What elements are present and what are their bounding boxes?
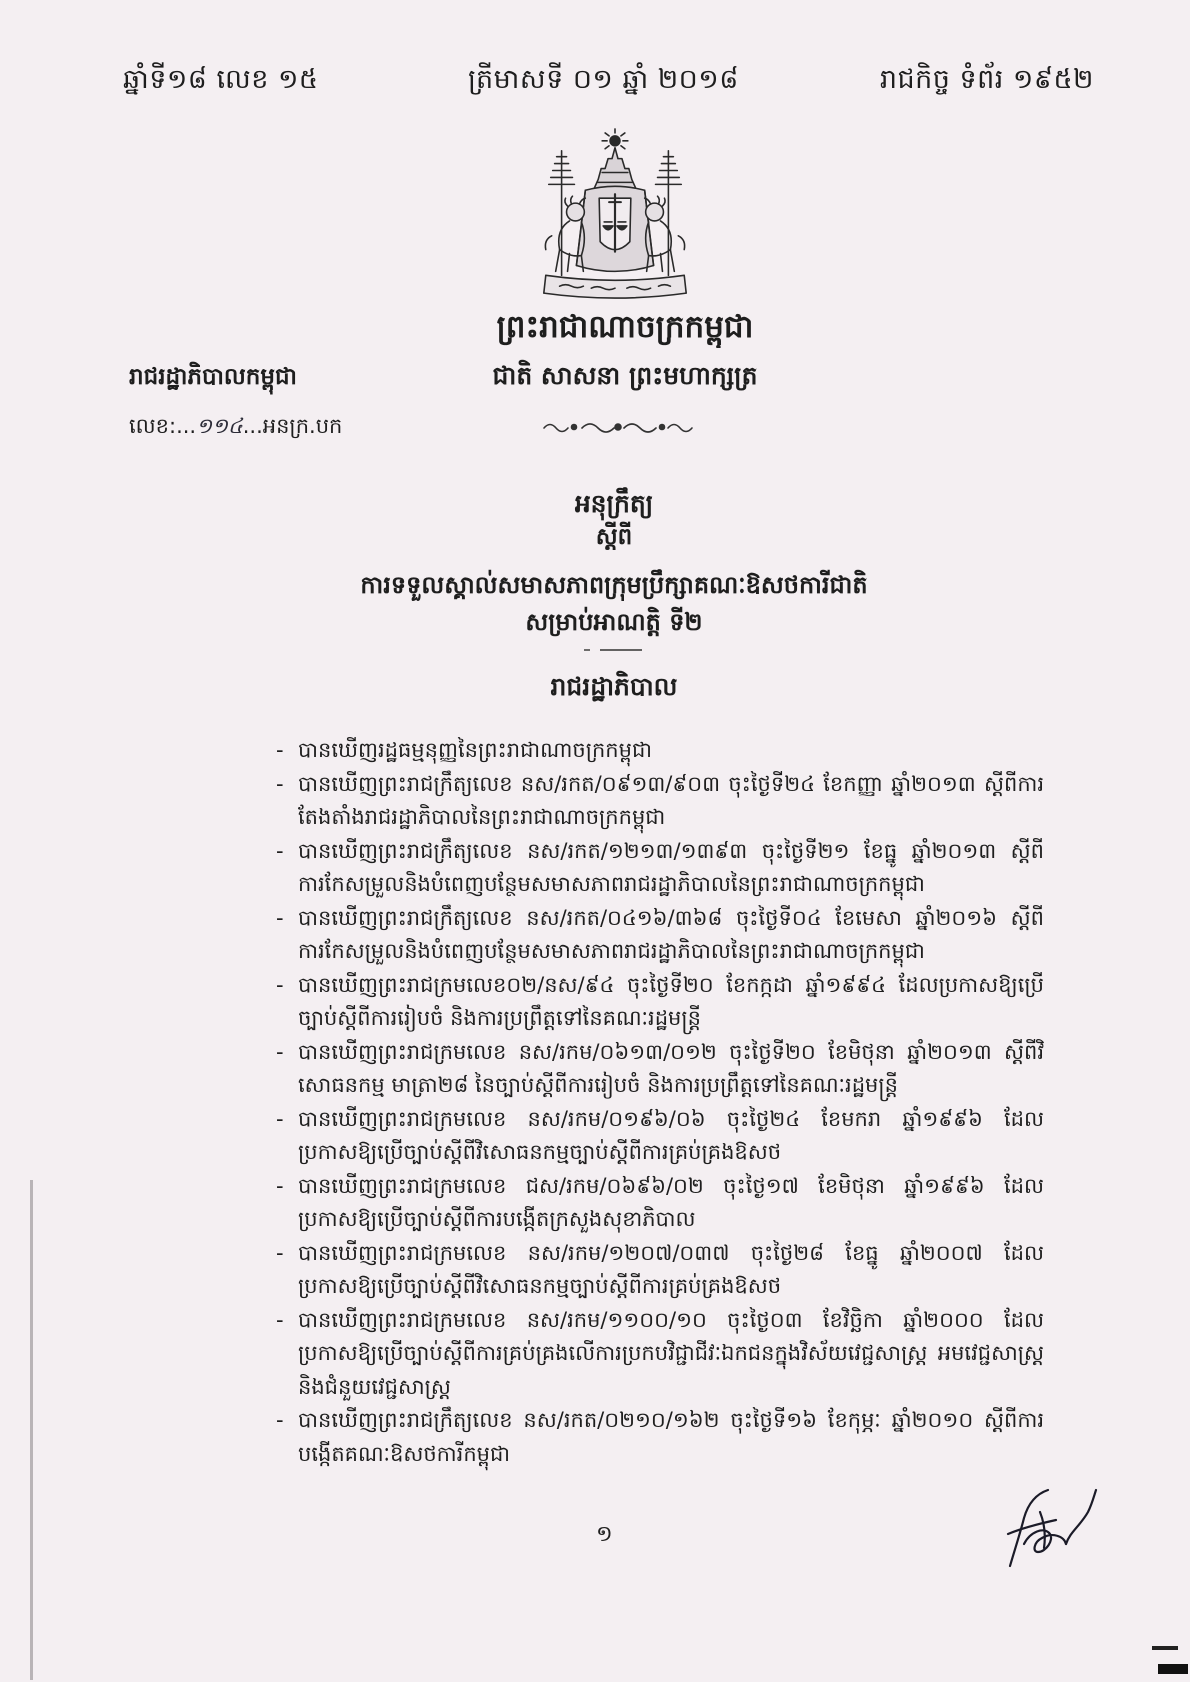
document-type-title: អនុក្រឹត្យ bbox=[574, 489, 654, 518]
handwritten-initial-signature bbox=[1000, 1482, 1100, 1574]
list-item bbox=[276, 1170, 1044, 1237]
list-bullet: - bbox=[276, 1307, 284, 1332]
list-item bbox=[276, 1036, 1044, 1103]
scan-corner-mark bbox=[1152, 1646, 1178, 1650]
gazette-year-issue: ឆ្នាំទី១៨ លេខ ១៥ bbox=[123, 64, 319, 95]
list-item bbox=[276, 1404, 1044, 1471]
sub-decree-reference bbox=[129, 410, 342, 442]
list-item bbox=[276, 1103, 1044, 1170]
scan-left-edge-line bbox=[30, 1180, 33, 1680]
document-term: សម្រាប់អាណត្តិ ទី២ bbox=[525, 608, 703, 636]
document-about-label: ស្ដីពី bbox=[595, 524, 633, 550]
list-bullet: - bbox=[276, 1039, 284, 1064]
ornamental-divider bbox=[540, 418, 696, 436]
list-bullet: - bbox=[276, 905, 284, 930]
list-bullet: - bbox=[276, 1173, 284, 1198]
royal-coat-of-arms-emblem bbox=[526, 126, 704, 306]
page-number: ១ bbox=[596, 1522, 613, 1547]
gazette-quarter: ត្រីមាសទី ០១ ឆ្នាំ ២០១៨ bbox=[468, 64, 739, 95]
consideration-text: បានឃើញរដ្ឋធម្មនុញ្ញនៃព្រះរាជាណាចក្រកម្ពុជា bbox=[298, 738, 652, 762]
national-motto: ជាតិ សាសនា ព្រះមហាក្សត្រ bbox=[492, 361, 758, 390]
title-separator bbox=[582, 646, 646, 654]
list-item bbox=[276, 969, 1044, 1036]
list-item bbox=[276, 1237, 1044, 1304]
considerations-list bbox=[276, 734, 1044, 1506]
kingdom-name: ព្រះរាជាណាចក្រកម្ពុជា bbox=[496, 309, 754, 345]
reference-suffix: ...អនក្រ.បក bbox=[242, 414, 343, 438]
consideration-text: បានឃើញព្រះរាជក្រមលេខ នស/រកម/០១៩៦/០៦ ចុះថ្ងៃ២៤ ខែមករា ឆ្នាំ១៩៩៦ ដែលប្រកាសឱ្យប្រើច្បាប់ស្ដីពីវិសោធនកម្មច្បាប់ស្ដីពីការគ្រប់គ្រងឱសថ bbox=[298, 1106, 1044, 1164]
consideration-text: បានឃើញព្រះរាជក្រមលេខ នស/រកម/០៦១៣/០១២ ចុះថ្ងៃទី២០ ខែមិថុនា ឆ្នាំ២០១៣ ស្ដីពីវិសោធនកម្ម មាត្រា២៨ នៃច្បាប់ស្ដីពីការរៀបចំ និងការប្រព្រឹត្តទៅនៃគណៈរដ្ឋមន្ត្រី bbox=[298, 1039, 1044, 1097]
document-subject: ការទទួលស្គាល់សមាសភាពក្រុមប្រឹក្សាគណៈឱសថការីជាតិ bbox=[360, 571, 868, 599]
list-bullet: - bbox=[276, 1106, 284, 1131]
consideration-text: បានឃើញព្រះរាជក្រឹត្យលេខ នស/រកត/០៤១៦/៣៦៨ ចុះថ្ងៃទី០៤ ខែមេសា ឆ្នាំ២០១៦ ស្ដីពីការកែសម្រួលនិងបំពេញបន្ថែមសមាសភាពរាជរដ្ឋាភិបាលនៃព្រះរាជាណាចក្រកម្ពុជា bbox=[298, 905, 1044, 963]
issuing-authority: រាជរដ្ឋាភិបាល bbox=[550, 672, 678, 701]
list-item bbox=[276, 768, 1044, 835]
gazette-page: រាជកិច្ច ទំព័រ ១៩៥២ bbox=[879, 64, 1094, 95]
consideration-text: បានឃើញព្រះរាជក្រមលេខ០២/នស/៩៤ ចុះថ្ងៃទី២០ ខែកក្កដា ឆ្នាំ១៩៩៤ ដែលប្រកាសឱ្យប្រើច្បាប់ស្ដីពីការរៀបចំ និងការប្រព្រឹត្តទៅនៃគណៈរដ្ឋមន្ត្រី bbox=[298, 972, 1044, 1030]
list-bullet: - bbox=[276, 1408, 284, 1432]
list-item bbox=[276, 835, 1044, 902]
list-bullet: - bbox=[276, 1240, 284, 1265]
reference-number-handwritten: ១១៤ bbox=[196, 414, 243, 438]
consideration-text: បានឃើញព្រះរាជក្រមលេខ នស/រកម/១២០៧/០៣៧ ចុះថ្ងៃ២៨ ខែធ្នូ ឆ្នាំ២០០៧ ដែលប្រកាសឱ្យប្រើច្បាប់ស្ដីពីវិសោធនកម្មច្បាប់ស្ដីពីការគ្រប់គ្រងឱសថ bbox=[298, 1240, 1044, 1298]
list-bullet: - bbox=[276, 972, 284, 997]
reference-prefix: លេខ:... bbox=[129, 414, 197, 438]
list-bullet: - bbox=[276, 738, 284, 762]
consideration-text: បានឃើញព្រះរាជក្រឹត្យលេខ នស/រកត/១២១៣/១៣៩៣ ចុះថ្ងៃទី២១ ខែធ្នូ ឆ្នាំ២០១៣ ស្ដីពីការកែសម្រួលនិងបំពេញបន្ថែមសមាសភាពរាជរដ្ឋាភិបាលនៃព្រះរាជាណាចក្រកម្ពុជា bbox=[298, 838, 1044, 896]
list-item bbox=[276, 902, 1044, 969]
consideration-text: បានឃើញព្រះរាជក្រឹត្យលេខ នស/រកត/០២១០/១៦២ ចុះថ្ងៃទី១៦ ខែកុម្ភៈ ឆ្នាំ២០១០ ស្ដីពីការបង្កើតគណៈឱសថការីកម្ពុជា bbox=[298, 1408, 1044, 1466]
scan-corner-mark bbox=[1158, 1664, 1188, 1674]
list-item bbox=[276, 1304, 1044, 1405]
list-item bbox=[276, 734, 1044, 768]
consideration-text: បានឃើញព្រះរាជក្រមលេខ ជស/រកម/០៦៩៦/០២ ចុះថ្ងៃ១៧ ខែមិថុនា ឆ្នាំ១៩៩៦ ដែលប្រកាសឱ្យប្រើច្បាប់ស្ដីពីការបង្កើតក្រសួងសុខាភិបាល bbox=[298, 1173, 1044, 1231]
consideration-text: បានឃើញព្រះរាជក្រឹត្យលេខ នស/រកត/០៩១៣/៩០៣ ចុះថ្ងៃទី២៤ ខែកញ្ញា ឆ្នាំ២០១៣ ស្ដីពីការតែងតាំងរាជរដ្ឋាភិបាលនៃព្រះរាជាណាចក្រកម្ពុជា bbox=[298, 771, 1044, 829]
issuer-name: រាជរដ្ឋាភិបាលកម្ពុជា bbox=[129, 364, 297, 390]
list-bullet: - bbox=[276, 771, 284, 796]
list-bullet: - bbox=[276, 838, 284, 863]
consideration-text: បានឃើញព្រះរាជក្រមលេខ នស/រកម/១១០០/១០ ចុះថ្ងៃ០៣ ខែវិច្ឆិកា ឆ្នាំ២០០០ ដែលប្រកាសឱ្យប្រើច្បាប់ស្ដីពីការគ្រប់គ្រងលើការប្រកបវិជ្ជាជីវៈឯកជនក្នុងវិស័យវេជ្ជសាស្ត្រ អមវេជ្ជសាស្ត្រ និងជំនួយវេជ្ជសាស្ត្រ bbox=[298, 1307, 1044, 1399]
